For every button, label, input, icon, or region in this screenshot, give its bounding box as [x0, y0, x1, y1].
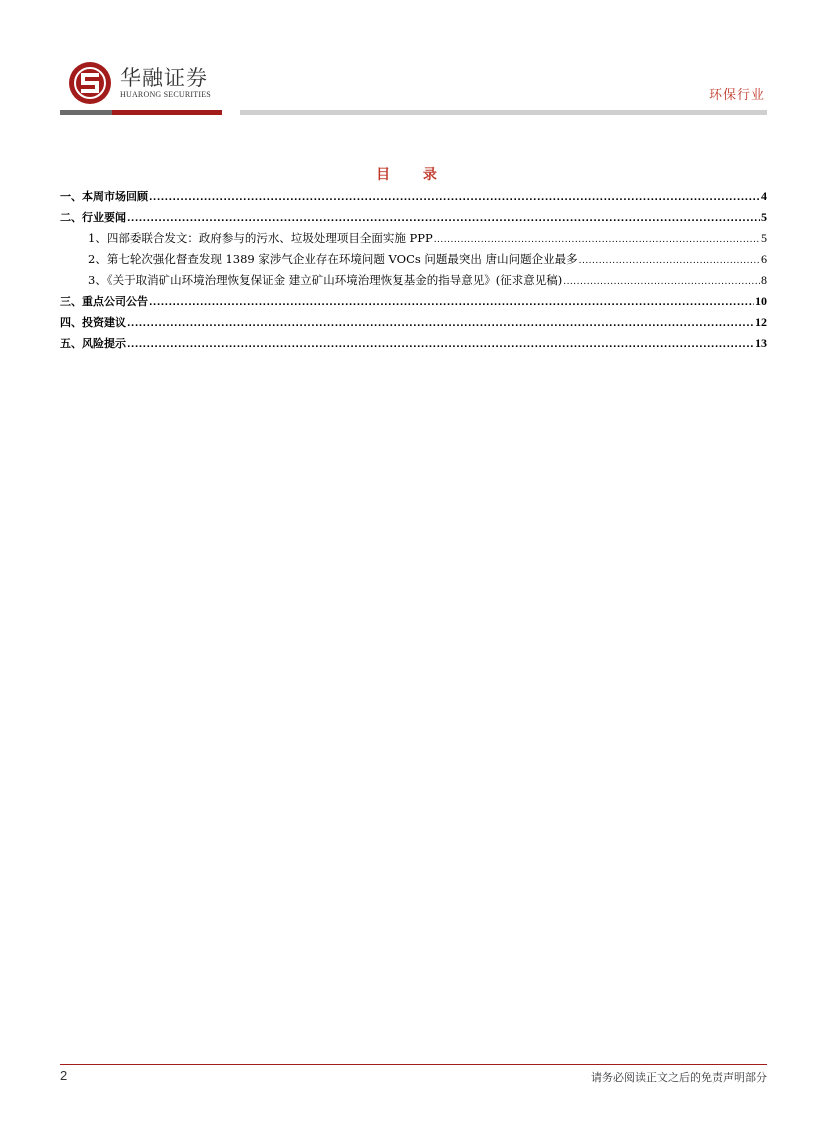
toc-leader-dots — [127, 319, 754, 329]
toc-leader-dots — [127, 340, 754, 350]
toc-entry-page: 10 — [755, 294, 767, 308]
toc-entry[interactable] — [60, 314, 767, 335]
header-bar-red — [112, 110, 222, 115]
brand-name-en: HUARONG SECURITIES — [120, 90, 211, 99]
toc-subentry[interactable] — [60, 272, 767, 293]
footer-divider — [60, 1064, 767, 1065]
huarong-logo-icon — [68, 61, 112, 105]
toc-entry[interactable] — [60, 335, 767, 356]
toc-entry[interactable] — [60, 293, 767, 314]
toc-leader-dots — [579, 256, 760, 266]
table-of-contents — [60, 188, 767, 356]
toc-entry[interactable] — [60, 188, 767, 209]
toc-entry-label: 1、四部委联合发文：政府参与的污水、垃圾处理项目全面实施 PPP — [88, 231, 433, 245]
page-number: 2 — [60, 1068, 68, 1083]
toc-entry-label: 四、投资建议 — [60, 316, 126, 329]
toc-leader-dots — [127, 214, 760, 224]
brand-name-cn: 华融证券 — [120, 66, 208, 90]
toc-leader-dots — [149, 298, 754, 308]
toc-entry-label: 3、《关于取消矿山环境治理恢复保证金 建立矿山环境治理恢复基金的指导意见》(征求意见稿) — [88, 273, 563, 287]
header-bar-gray — [240, 110, 767, 115]
disclaimer-text: 请务必阅读正文之后的免责声明部分 — [591, 1071, 767, 1084]
toc-leader-dots — [563, 277, 760, 287]
toc-entry-page: 5 — [761, 231, 767, 245]
header-bar-dark — [60, 110, 112, 115]
toc-entry-page: 8 — [761, 273, 767, 287]
toc-title: 目 录 — [376, 167, 451, 183]
toc-subentry[interactable] — [60, 251, 767, 272]
industry-label: 环保行业 — [708, 88, 765, 103]
toc-subentry[interactable] — [60, 230, 767, 251]
toc-entry[interactable] — [60, 209, 767, 230]
toc-entry-label: 一、本周市场回顾 — [60, 190, 148, 203]
toc-entry-label: 二、行业要闻 — [60, 211, 126, 224]
toc-entry-label: 2、第七轮次强化督查发现 1389 家涉气企业存在环境问题 VOCs 问题最突出 唐山问题企业最多 — [88, 252, 578, 266]
toc-entry-page: 6 — [761, 252, 767, 266]
toc-entry-label: 三、重点公司公告 — [60, 295, 148, 308]
toc-entry-page: 12 — [755, 315, 767, 329]
toc-leader-dots — [149, 193, 760, 203]
toc-leader-dots — [434, 235, 760, 245]
toc-entry-page: 4 — [761, 189, 767, 203]
toc-entry-page: 5 — [761, 210, 767, 224]
toc-entry-label: 五、风险提示 — [60, 337, 126, 350]
toc-entry-page: 13 — [755, 336, 767, 350]
